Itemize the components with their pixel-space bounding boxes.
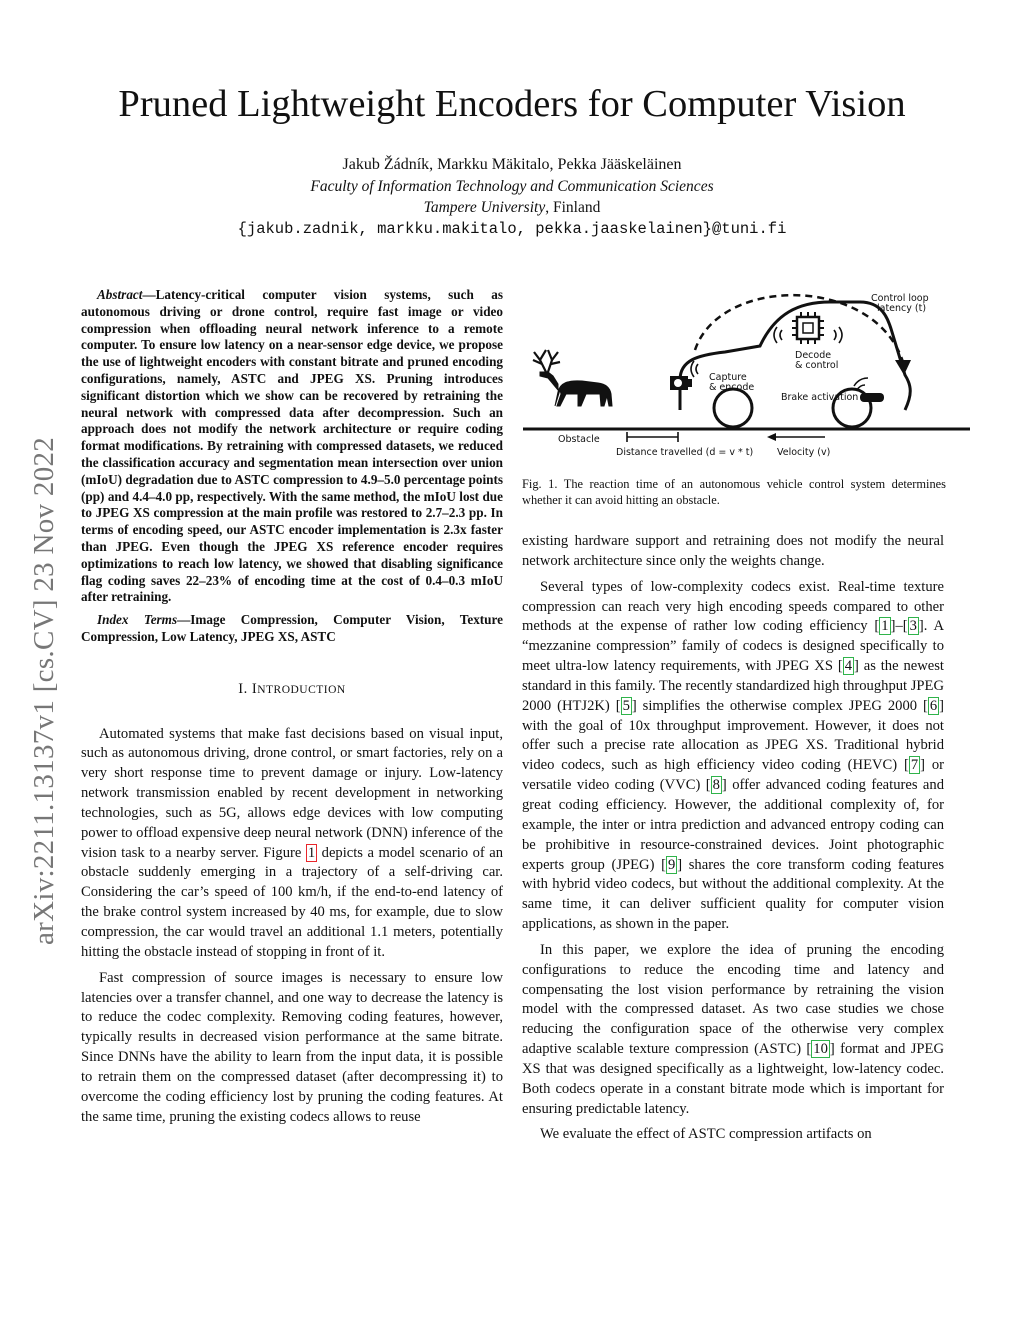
processor-chip-icon — [792, 312, 824, 344]
country-name: , Finland — [545, 199, 601, 216]
university-name: Tampere University — [423, 199, 546, 216]
front-wheel — [714, 389, 752, 427]
label-brake-activation: Brake activation — [781, 392, 859, 403]
section-heading-introduction: I. INTRODUCTION — [238, 680, 346, 697]
left-column — [81, 287, 503, 1127]
wireless-right-icon — [834, 327, 842, 343]
index-terms-label: Index Terms — [97, 612, 178, 628]
paper-title: Pruned Lightweight Encoders for Computer Vision — [118, 83, 906, 125]
right-paragraph-3: We evaluate the effect of ASTC compression artifacts on — [540, 1126, 872, 1143]
intro-paragraph-1: Automated systems that make fast decisions based on visual input, such as autonomous driving, drone control, or smart factories, rely on a very short response time to prevent damage or injury. Low-latency network transmission enabled by recent development in networking technologies, such as 5G, allows edge devices with low computing power to offload expensive deep neural network (DNN) inference of the vision task to a nearby server. Figure 1 depicts a model scenario of an obstacle suddenly emerging in a trajectory of a self-driving car. Considering the car’s speed of 100 km/h, if the end-to-end latency of the brake control system increased by 40 ms, for example, due to slow compression, the car would travel an additional 1.1 meters, potentially hitting the obstacle instead of stopping in front of it. — [81, 725, 504, 960]
index-terms-text: —Image Compression, Computer Vision, Texture Compression, Low Latency, JPEG XS, ASTC — [81, 612, 503, 644]
author-list: Jakub Žádník, Markku Mäkitalo, Pekka Jääskeläinen — [342, 156, 682, 173]
citation-link[interactable]: 9 — [667, 856, 676, 873]
camera-signal-icon — [691, 361, 698, 377]
vehicle-diagram — [520, 280, 972, 465]
right-paragraph-1: Several types of low-complexity codecs exist. Real-time texture compression can reach very high encoding speeds compared to other methods at the expense of rather low coding efficiency [ 1 ]–[ 3 ]. A “mezzanine compression” family of codecs is designed specifically to meet ultra-low latency requirements, with JPEG XS [ 4 ] as the newest standard in this family. The recently standardized high throughput JPEG 2000 (HTJ2K) [ 5 ] simplifies the otherwise complex JPEG 2000 [ 6 ] with the goal of 10x throughput improvement. However, it does not offer such a precise rate allocation as JPEG XS. Traditional hybrid video codecs, such as high efficiency video coding (HEVC) [ 7 ] or versatile video coding (VVC) [ 8 ] offer advanced coding features and great coding efficiency. However, the additional complexity of, for example, the inter or intra prediction and advanced entropy coding can be prohibitive in resource-constrained devices. Joint photographic experts group (JPEG) [ 9 ] shares the core transform coding features with hybrid video codecs, but without the additional complexity. At the same time, it can deliver sufficient quality for computer vision applications, as shown in the paper. — [522, 578, 945, 933]
affiliation-faculty: Faculty of Information Technology and Communication Sciences — [310, 178, 714, 195]
abstract-label: Abstract — [97, 287, 143, 302]
affiliation-university — [0, 199, 1024, 217]
label-control-loop-line1: Control loop — [871, 293, 929, 304]
label-capture-line2: & encode — [709, 382, 755, 393]
citation-link[interactable]: 10 — [813, 1041, 828, 1058]
label-decode-line1: Decode — [795, 350, 832, 361]
arxiv-side-label: arXiv:2211.13137v1 [cs.CV] 23 Nov 2022 — [28, 436, 60, 945]
reindeer-obstacle-icon — [533, 350, 612, 406]
wireless-left-icon — [774, 327, 782, 343]
citation-link[interactable]: 7 — [910, 757, 919, 774]
label-obstacle: Obstacle — [558, 434, 600, 445]
citation-link[interactable]: 6 — [929, 697, 938, 714]
brake-pad-icon — [860, 393, 884, 402]
right-paragraph-0: existing hardware support and retraining does not modify the neural network architecture since only the weights change. — [522, 533, 944, 569]
citation-link[interactable]: 8 — [712, 777, 720, 794]
label-capture-line1: Capture — [709, 372, 747, 383]
abstract-text: —Latency-critical computer vision systems, such as autonomous driving or drone control, require fast image or video compression when offloading neural network inference to a remote computer. To ensure low latency on a near-sensor edge device, we propose the use of lightweight encoders with constant bitrate and pruned encoding configurations, namely, ASTC and JPEG XS. Pruning introduces significant distortion which we show can be recovered by retraining the neural network with compressed data after decompression. Such an approach does not modify the network architecture or require coding format modifications. By retraining with compressed datasets, we reduced the classification accuracy and segmentation mean intersection over union (mIoU) degradation due to ASTC compression to 4.9–5.0 percentage points (pp) and 4.4–4.0 pp, respectively. With the same method, the mIoU lost due to JPEG XS compression at the main profile was restored to 2.7–2.3 pp. In terms of encoding speed, our ASTC encoder implementation is 2.3x faster than JPEG. Even though the JPEG XS reference encoder requires optimizations to reach low latency, we showed that disabling significance flag coding saves 22–23% of encoding time at the cost of 0.4–0.3 mIoU after retraining. — [81, 287, 503, 605]
label-distance: Distance travelled (d = v * t) — [616, 447, 754, 458]
label-decode-line2: & control — [795, 360, 839, 371]
figure-reference-link[interactable]: 1 — [307, 844, 316, 861]
author-emails: {jakub.zadnik, markku.makitalo, pekka.jaaskelainen}@tuni.fi — [237, 220, 787, 238]
camera-icon — [670, 376, 692, 390]
figure-1-caption: Fig. 1. The reaction time of an autonomous vehicle control system determines whether it can avoid hitting an obstacle. — [522, 477, 946, 507]
abstract — [81, 287, 503, 646]
citation-link[interactable]: 3 — [909, 618, 917, 635]
citation-link[interactable]: 1 — [881, 618, 889, 635]
right-paragraph-2: In this paper, we explore the idea of pruning the encoding configurations to reduce the encoding time and latency and compensating the lost vision performance by retraining the vision model with the compressed dataset. As two case studies we chose reducing the configuration space of the otherwise very complex adaptive scalable texture compression (ASTC) [ 10 ] format and JPEG XS that was designed specifically as a lightweight, low-latency codec. Both codecs operate in a constant bitrate mode which is important for ensuring predictable latency. — [522, 941, 944, 1117]
right-column — [522, 532, 944, 1145]
label-velocity: Velocity (v) — [777, 447, 831, 458]
citation-link[interactable]: 5 — [622, 697, 630, 714]
citation-link[interactable]: 4 — [844, 658, 852, 675]
label-control-loop-line2: latency (t) — [877, 303, 927, 314]
figure-1 — [520, 280, 972, 465]
intro-paragraph-2: Fast compression of source images is necessary to ensure low latencies over a transfer channel, and one way to decrease the latency is to reduce the codec complexity. Removing coding features, however, typically results in decreased vision performance at the same bitrate. Since DNNs have the ability to learn from the input data, it is possible to retrain them on the compressed dataset (after decompressing it) to overcome the coding efficiency lost by pruning the coding features. At the same time, pruning the existing codecs allows to reuse — [81, 969, 503, 1125]
